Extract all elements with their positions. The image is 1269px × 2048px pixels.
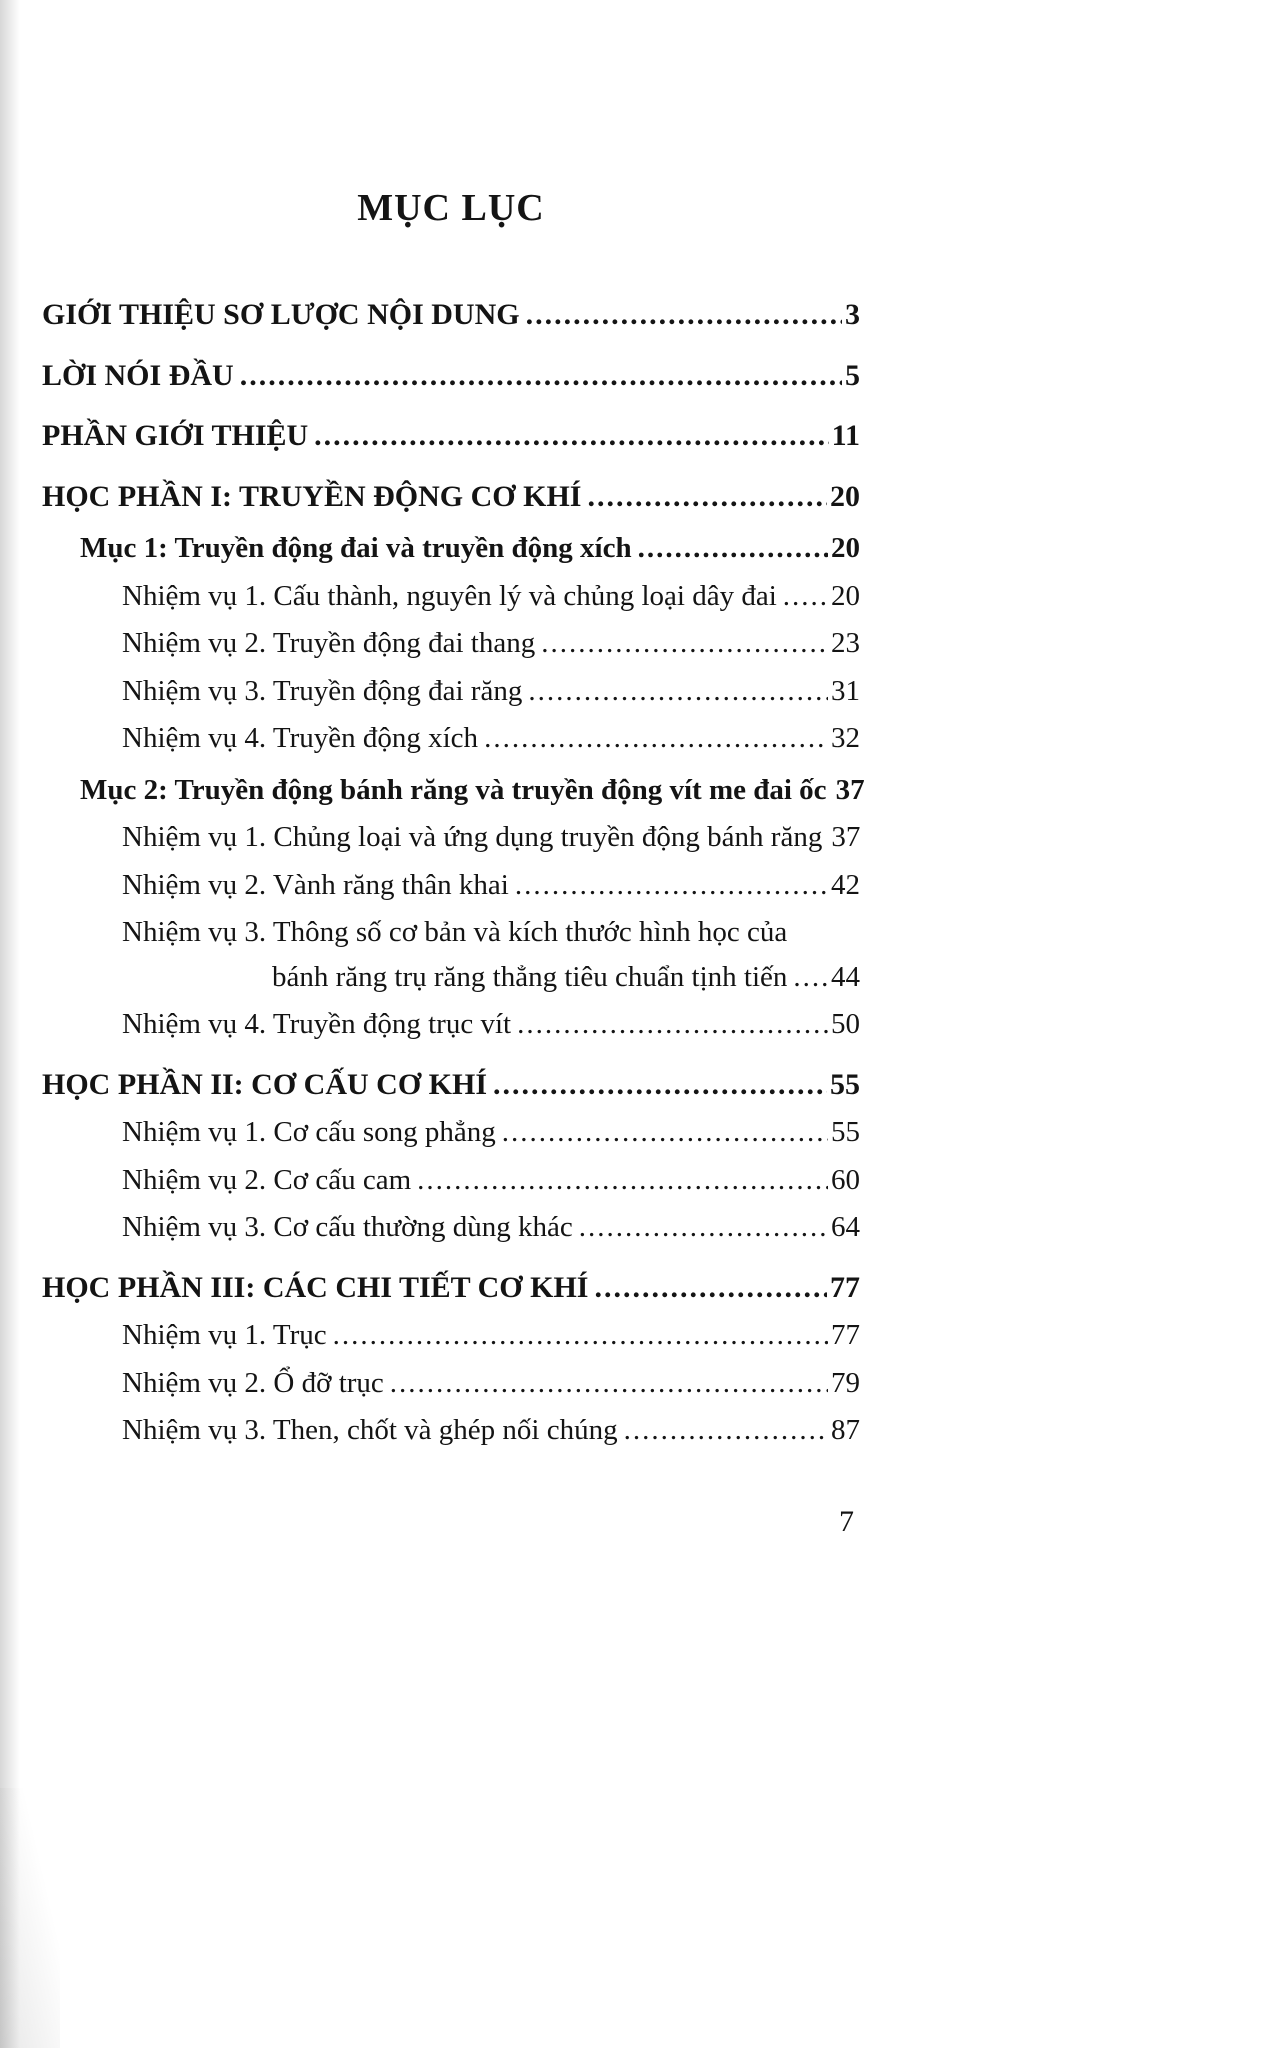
toc-entry — [42, 532, 860, 564]
toc-entry-label: Nhiệm vụ 3. Then, chốt và ghép nối chúng — [122, 1414, 618, 1447]
toc-entry-label: Nhiệm vụ 3. Truyền động đai răng — [122, 674, 523, 707]
toc-page-number: 3 — [845, 298, 860, 331]
toc-entry-label: GIỚI THIỆU SƠ LƯỢC NỘI DUNG — [42, 298, 520, 331]
toc-page-number: 87 — [831, 1414, 860, 1447]
page-title: MỤC LỤC — [357, 187, 545, 229]
toc-entry — [42, 821, 860, 853]
toc-entry — [42, 773, 865, 806]
toc-entry-label: Nhiệm vụ 1. Cấu thành, nguyên lý và chủng loại dây đai — [122, 579, 777, 612]
toc-page-number: 20 — [830, 479, 860, 513]
toc-entry — [42, 1367, 860, 1399]
toc-page-number: 37 — [831, 821, 861, 854]
toc-entry-label: HỌC PHẦN III: CÁC CHI TIẾT CƠ KHÍ — [42, 1270, 589, 1304]
scan-corner-shadow — [0, 1788, 60, 2048]
toc-entry-label: Nhiệm vụ 2. Cơ cấu cam — [122, 1163, 412, 1196]
dot-leader — [517, 1008, 828, 1040]
toc-entry — [42, 1319, 860, 1351]
toc-page-number: 20 — [831, 532, 860, 565]
toc-entry — [42, 916, 860, 993]
dot-leader — [390, 1367, 828, 1399]
toc-entry-label: Nhiệm vụ 3. Thông số cơ bản và kích thước hình học của — [122, 916, 788, 949]
toc-entry — [42, 1008, 860, 1040]
toc-page-number: 55 — [831, 1116, 860, 1149]
toc-entry — [42, 480, 860, 514]
toc-page-number: 60 — [831, 1163, 860, 1196]
dot-leader — [314, 419, 828, 453]
toc-entry-label: Nhiệm vụ 1. Chủng loại và ứng dụng truyền động bánh răng — [122, 821, 823, 854]
toc-entry-label: Nhiệm vụ 1. Cơ cấu song phẳng — [122, 1116, 496, 1149]
dot-leader — [240, 359, 842, 393]
toc-page-number: 20 — [831, 579, 860, 612]
toc-page-number: 11 — [831, 419, 860, 453]
toc-entry — [42, 1164, 860, 1196]
toc-entry-label: LỜI NÓI ĐẦU — [42, 358, 234, 392]
page-number: 7 — [839, 1504, 854, 1538]
dot-leader — [587, 480, 827, 514]
dot-leader — [528, 675, 828, 707]
toc-page-number: 55 — [830, 1067, 860, 1101]
toc-entry-label: Nhiệm vụ 2. Ổ đỡ trục — [122, 1366, 384, 1399]
toc-entry — [42, 627, 860, 659]
dot-leader — [624, 1414, 828, 1446]
toc-entry — [42, 359, 860, 393]
dot-leader — [493, 1068, 827, 1102]
toc-page-number: 79 — [831, 1366, 860, 1399]
dot-leader — [526, 298, 842, 332]
toc-page-number: 77 — [830, 1270, 860, 1304]
toc-entry-label: PHẦN GIỚI THIỆU — [42, 419, 309, 453]
toc-page-number: 50 — [831, 1008, 860, 1041]
toc-entry-label: HỌC PHẦN II: CƠ CẤU CƠ KHÍ — [42, 1067, 488, 1101]
toc-entry-label: Nhiệm vụ 3. Cơ cấu thường dùng khác — [122, 1211, 573, 1244]
toc-entry — [42, 1116, 860, 1148]
toc-entry — [42, 1414, 860, 1446]
toc-page-number: 42 — [831, 868, 860, 901]
toc-entry — [42, 722, 860, 754]
toc-entry-label: Nhiệm vụ 2. Truyền động đai thang — [122, 627, 536, 660]
toc-entry-label: Nhiệm vụ 4. Truyền động trục vít — [122, 1008, 512, 1041]
dot-leader — [579, 1211, 828, 1243]
dot-leader — [638, 532, 828, 564]
dot-leader — [484, 722, 828, 754]
toc-page-number: 32 — [831, 722, 860, 755]
dot-leader — [502, 1116, 828, 1148]
toc-page-number: 37 — [835, 773, 865, 806]
toc-entry-label: HỌC PHẦN I: TRUYỀN ĐỘNG CƠ KHÍ — [42, 479, 582, 513]
toc-entry-line2 — [122, 961, 860, 993]
toc-entry — [42, 298, 860, 332]
toc-entry — [42, 419, 860, 453]
dot-leader — [417, 1164, 828, 1196]
toc-page-number: 77 — [831, 1319, 860, 1352]
toc-entry-label: Nhiệm vụ 2. Vành răng thân khai — [122, 868, 509, 901]
toc-entry — [42, 1211, 860, 1243]
dot-leader — [783, 580, 828, 612]
toc-entry — [42, 580, 860, 612]
toc-page-number: 5 — [845, 358, 860, 392]
toc-page-number: 31 — [831, 674, 860, 707]
toc-page-number: 64 — [831, 1211, 860, 1244]
toc-entry-label: Nhiệm vụ 1. Trục — [122, 1319, 327, 1352]
toc-entry-label: Mục 1: Truyền động đai và truyền động xích — [80, 532, 632, 565]
toc-entry — [42, 1068, 860, 1102]
toc-page — [42, 0, 865, 1539]
toc-entry-label-continued: bánh răng trụ răng thẳng tiêu chuẩn tịnh tiến — [272, 960, 788, 993]
dot-leader — [594, 1271, 827, 1305]
toc-entry-label: Nhiệm vụ 4. Truyền động xích — [122, 722, 479, 755]
dot-leader — [793, 961, 828, 993]
toc-entry-label: Mục 2: Truyền động bánh răng và truyền động vít me đai ốc — [80, 773, 827, 806]
scan-left-shadow — [0, 0, 20, 2048]
toc-entry-line1 — [122, 916, 860, 948]
toc-entry — [42, 869, 860, 901]
toc-page-number: 23 — [831, 627, 860, 660]
dot-leader — [333, 1319, 828, 1351]
dot-leader — [541, 627, 828, 659]
toc-page-number: 44 — [831, 960, 860, 993]
toc-entry — [42, 675, 860, 707]
toc-entry — [42, 1271, 860, 1305]
dot-leader — [515, 869, 828, 901]
